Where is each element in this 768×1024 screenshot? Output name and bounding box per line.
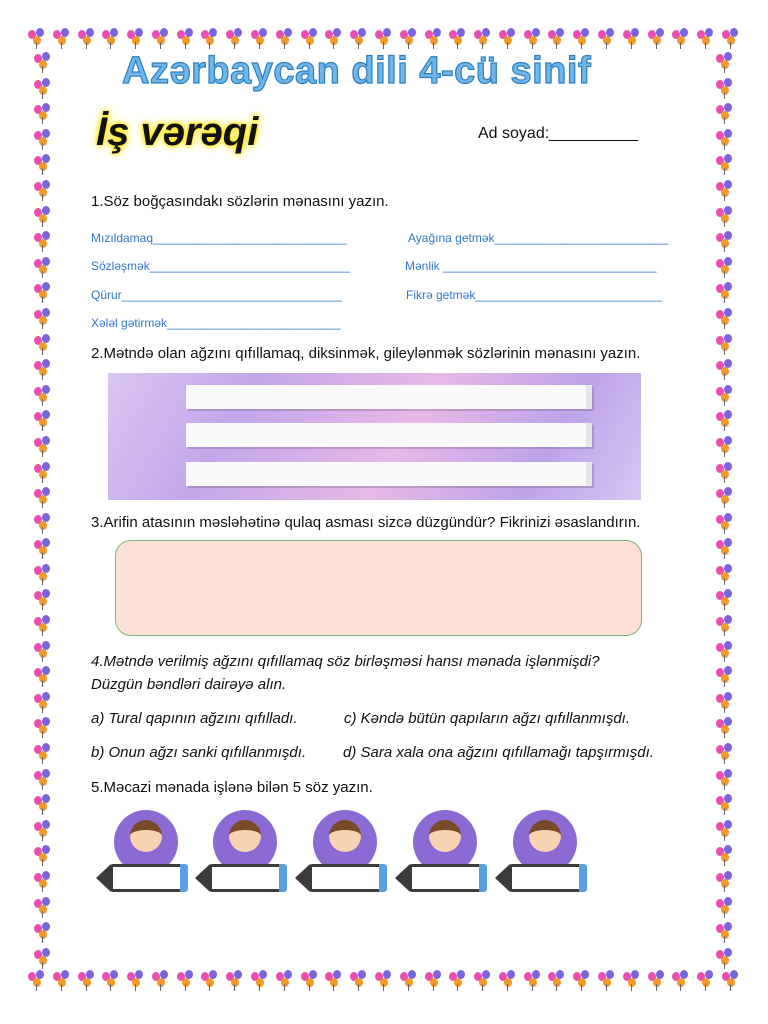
balloon-icon [596,28,618,50]
balloon-icon [32,206,54,228]
balloon-icon [32,897,54,919]
balloon-icon [76,970,98,992]
balloon-icon [714,257,736,279]
balloon-icon [472,970,494,992]
pencil-label-box[interactable] [209,864,283,892]
pencil-label-box[interactable] [409,864,483,892]
right-border [712,52,738,970]
balloon-icon [32,359,54,381]
top-border [26,26,742,52]
balloon-icon [26,970,48,992]
balloon-icon [714,641,736,663]
word-blank[interactable]: Xələl gətirmək__________________________ [91,316,341,330]
balloon-icon [714,897,736,919]
balloon-icon [32,436,54,458]
balloon-icon [51,970,73,992]
pencil-tip-icon [195,864,210,892]
balloon-icon [100,970,122,992]
balloon-icon [447,28,469,50]
name-field[interactable]: Ad soyad:__________ [478,125,639,142]
balloon-icon [447,970,469,992]
balloon-icon [720,28,742,50]
balloon-icon [373,28,395,50]
balloon-icon [32,334,54,356]
option-d[interactable]: d) Sara xala ona ağzını qıfıllamağı tapşırmışdı. [343,744,654,761]
pencil-answer-box[interactable] [96,808,188,898]
balloon-icon [714,385,736,407]
balloon-icon [32,538,54,560]
balloon-icon [714,692,736,714]
balloon-icon [714,282,736,304]
balloon-icon [714,334,736,356]
question-4: 4.Mətndə verilmiş ağzını qıfıllamaq söz birləşməsi hansı mənada işlənmişdi? [91,653,600,670]
balloon-icon [32,794,54,816]
pencil-answer-box[interactable] [195,808,287,898]
balloon-icon [32,564,54,586]
balloon-icon [714,103,736,125]
balloon-icon [32,103,54,125]
balloon-icon [714,820,736,842]
balloon-icon [32,487,54,509]
word-blank[interactable]: Fikrə getmək____________________________ [406,288,663,302]
answer-lines-banner [108,373,641,500]
balloon-icon [32,769,54,791]
question-3: 3.Arifin atasının məsləhətinə qulaq asması sizcə düzgündür? Fikrinizi əsaslandırın. [91,514,641,531]
balloon-icon [621,970,643,992]
balloon-icon [423,970,445,992]
boy-icon [529,820,561,852]
worksheet-title: Azərbaycan dili 4-cü sinif [122,50,592,92]
boy-icon [229,820,261,852]
balloon-icon [522,970,544,992]
pencil-answer-box[interactable] [495,808,587,898]
balloon-icon [32,845,54,867]
balloon-icon [32,231,54,253]
balloon-icon [32,385,54,407]
balloon-icon [398,970,420,992]
balloon-icon [714,564,736,586]
question-2: 2.Mətndə olan ağzını qıfıllamaq, diksinmək, gileylənmək sözlərinin mənasını yazın. [91,345,641,362]
balloon-icon [695,28,717,50]
answer-line[interactable] [186,385,592,409]
balloon-icon [125,970,147,992]
balloon-icon [714,871,736,893]
balloon-icon [175,28,197,50]
pencil-tip-icon [295,864,310,892]
balloon-icon [670,970,692,992]
balloon-icon [175,970,197,992]
balloon-icon [714,615,736,637]
balloon-icon [274,970,296,992]
pencil-cap-icon [180,864,188,892]
question-5: 5.Məcazi mənada işlənə bilən 5 söz yazın. [91,779,373,796]
balloon-icon [299,970,321,992]
balloon-icon [224,28,246,50]
balloon-icon [32,308,54,330]
balloon-icon [714,154,736,176]
pencil-answer-box[interactable] [395,808,487,898]
balloon-icon [32,78,54,100]
pencil-tip-icon [395,864,410,892]
balloon-icon [714,52,736,74]
balloon-icon [670,28,692,50]
balloon-icon [32,820,54,842]
balloon-icon [299,28,321,50]
balloon-icon [26,28,48,50]
balloon-icon [714,743,736,765]
balloon-icon [32,257,54,279]
balloon-icon [125,28,147,50]
balloon-icon [571,970,593,992]
balloon-icon [150,970,172,992]
balloon-icon [714,78,736,100]
pencil-cap-icon [379,864,387,892]
balloon-icon [32,615,54,637]
balloon-icon [714,922,736,944]
word-blank[interactable]: Mızıldamaq_____________________________ [91,231,347,245]
balloon-icon [714,308,736,330]
bottom-border [26,968,742,994]
balloon-icon [497,28,519,50]
balloon-icon [32,948,54,970]
worksheet-subtitle: İş vərəqi [96,110,259,154]
balloon-icon [51,28,73,50]
balloon-icon [546,28,568,50]
balloon-icon [32,180,54,202]
balloon-icon [472,28,494,50]
balloon-icon [714,845,736,867]
balloon-icon [224,970,246,992]
pencil-label-box[interactable] [309,864,383,892]
word-blank[interactable]: Mənlik ________________________________ [405,259,657,273]
balloon-icon [32,871,54,893]
balloon-icon [714,538,736,560]
balloon-icon [323,970,345,992]
balloon-icon [714,180,736,202]
balloon-icon [32,52,54,74]
balloon-icon [571,28,593,50]
balloon-icon [32,513,54,535]
boy-icon [329,820,361,852]
balloon-icon [32,717,54,739]
balloon-icon [150,28,172,50]
pencil-label-box[interactable] [110,864,184,892]
option-c[interactable]: c) Kəndə bütün qapıların ağzı qıfıllanmışdı. [344,710,631,727]
pencil-cap-icon [579,864,587,892]
balloon-icon [348,28,370,50]
balloon-icon [714,410,736,432]
balloon-icon [714,206,736,228]
balloon-icon [714,794,736,816]
balloon-icon [720,970,742,992]
balloon-icon [199,970,221,992]
answer-box[interactable] [115,540,642,636]
boy-icon [130,820,162,852]
balloon-icon [714,487,736,509]
balloon-icon [32,129,54,151]
balloon-icon [32,410,54,432]
balloon-icon [423,28,445,50]
option-a[interactable]: a) Tural qapının ağzını qıfılladı. [91,710,298,727]
balloon-icon [398,28,420,50]
balloon-icon [714,129,736,151]
pencil-tip-icon [495,864,510,892]
pencil-label-box[interactable] [509,864,583,892]
balloon-icon [714,436,736,458]
balloon-icon [32,462,54,484]
balloon-icon [714,513,736,535]
balloon-icon [32,589,54,611]
balloon-icon [32,666,54,688]
balloon-icon [76,28,98,50]
balloon-icon [714,589,736,611]
pencil-tip-icon [96,864,111,892]
balloon-icon [348,970,370,992]
balloon-icon [714,359,736,381]
balloon-icon [646,28,668,50]
left-border [30,52,56,970]
balloon-icon [274,28,296,50]
option-b[interactable]: b) Onun ağzı sanki qıfıllanmışdı. [91,744,307,761]
balloon-icon [714,462,736,484]
balloon-icon [32,154,54,176]
balloon-icon [32,641,54,663]
pencil-cap-icon [279,864,287,892]
question-1: 1.Söz boğçasındakı sözlərin mənasını yazın. [91,193,389,210]
balloon-icon [32,692,54,714]
balloon-icon [621,28,643,50]
balloon-icon [497,970,519,992]
balloon-icon [714,769,736,791]
balloon-icon [714,666,736,688]
balloon-icon [199,28,221,50]
word-blank[interactable]: Qürur_________________________________ [91,288,342,302]
balloon-icon [249,28,271,50]
balloon-icon [373,970,395,992]
question-4-instruction: Düzgün bəndləri dairəyə alın. [91,676,287,693]
balloon-icon [323,28,345,50]
balloon-icon [100,28,122,50]
answer-line[interactable] [186,462,592,486]
balloon-icon [32,282,54,304]
balloon-icon [249,970,271,992]
balloon-icon [32,743,54,765]
balloon-icon [596,970,618,992]
word-blank[interactable]: Sözləşmək______________________________ [91,259,350,273]
boy-icon [429,820,461,852]
balloon-icon [522,28,544,50]
answer-line[interactable] [186,423,592,447]
word-blank[interactable]: Ayağına getmək__________________________ [408,231,669,245]
balloon-icon [32,922,54,944]
balloon-icon [714,231,736,253]
pencil-cap-icon [479,864,487,892]
balloon-icon [646,970,668,992]
balloon-icon [714,948,736,970]
pencil-answer-box[interactable] [295,808,387,898]
balloon-icon [714,717,736,739]
balloon-icon [546,970,568,992]
balloon-icon [695,970,717,992]
